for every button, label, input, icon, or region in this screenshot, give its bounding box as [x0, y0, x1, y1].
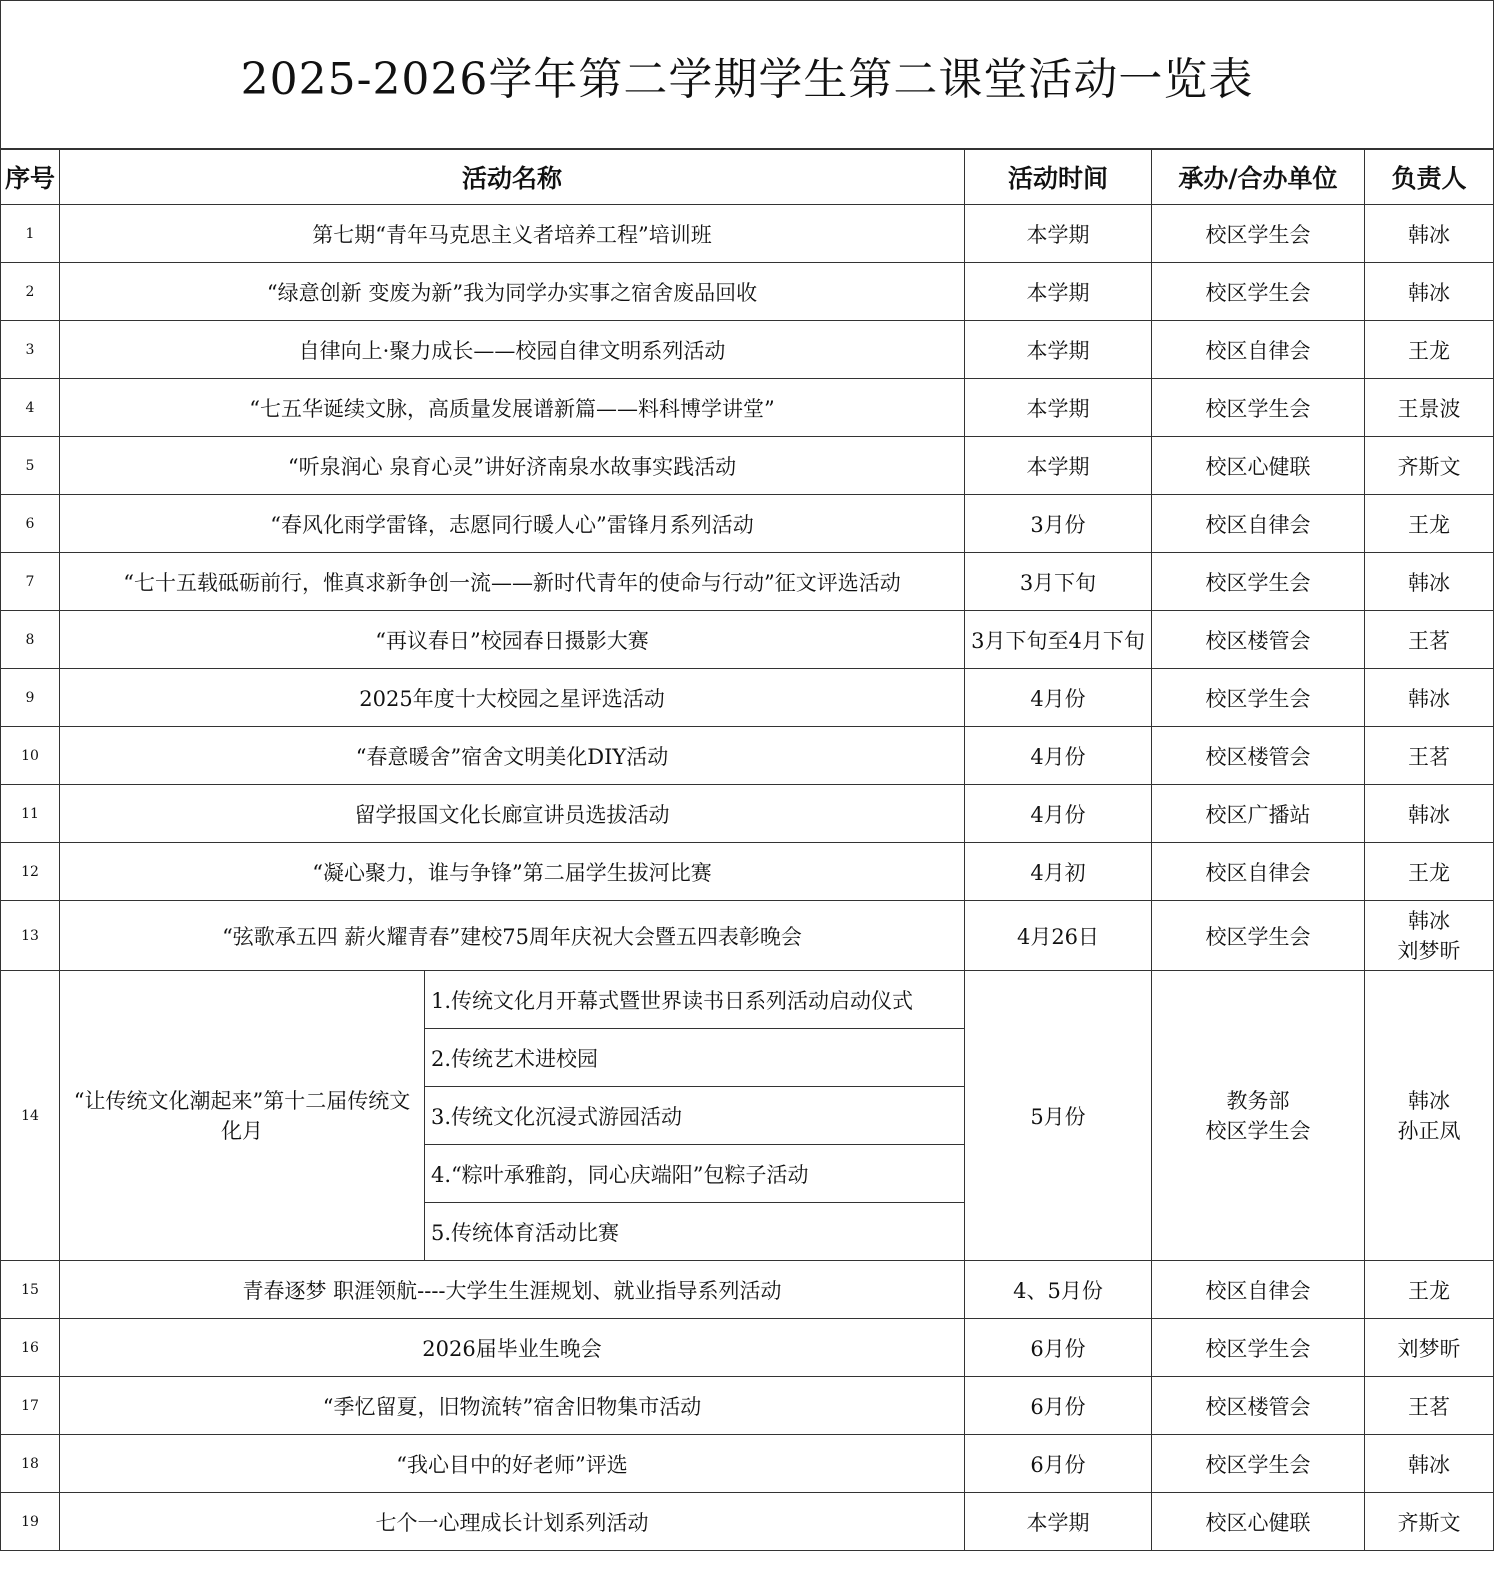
activity-org: 校区心健联: [1152, 437, 1365, 495]
table-row: [1, 263, 1494, 321]
activity-org: 校区学生会: [1152, 1319, 1365, 1377]
activity-time: 4月份: [965, 669, 1152, 727]
activity-time: 本学期: [965, 205, 1152, 263]
row-num: 13: [1, 901, 60, 971]
activity-name: “七五华诞续文脉，高质量发展谱新篇——料科博学讲堂”: [60, 379, 965, 437]
activity-time: 本学期: [965, 1493, 1152, 1551]
activity-time: 3月下旬至4月下旬: [965, 611, 1152, 669]
rows-before: [1, 205, 1494, 971]
activity-lead: 齐斯文: [1365, 1493, 1494, 1551]
activity-name: “绿意创新 变废为新”我为同学办实事之宿舍废品回收: [60, 263, 965, 321]
activity-time: 本学期: [965, 379, 1152, 437]
activity-time: 5月份: [965, 971, 1152, 1261]
table-row: [1, 901, 1494, 971]
activity-time: 4月份: [965, 727, 1152, 785]
activity-time: 本学期: [965, 263, 1152, 321]
org-line: 教务部: [1226, 1088, 1290, 1113]
row-num: 6: [1, 495, 60, 553]
activity-name: “我心目中的好老师”评选: [60, 1435, 965, 1493]
row-num: 15: [1, 1261, 60, 1319]
activity-time: 本学期: [965, 321, 1152, 379]
activity-org: 校区楼管会: [1152, 611, 1365, 669]
activity-name: “七十五载砥砺前行，惟真求新争创一流——新时代青年的使命与行动”征文评选活动: [60, 553, 965, 611]
table-row: [1, 1493, 1494, 1551]
activity-name: “再议春日”校园春日摄影大赛: [60, 611, 965, 669]
activity-name: 自律向上·聚力成长——校园自律文明系列活动: [60, 321, 965, 379]
page-title: 2025-2026学年第二学期学生第二课堂活动一览表: [1, 1, 1494, 150]
activity-org: 校区自律会: [1152, 321, 1365, 379]
table-row: [1, 843, 1494, 901]
lead-line: 韩冰: [1408, 1088, 1450, 1113]
lead-line: 韩冰: [1408, 908, 1450, 933]
activity-name: 2025年度十大校园之星评选活动: [60, 669, 965, 727]
sub-activity: 5.传统体育活动比赛: [425, 1203, 965, 1261]
activity-lead: 刘梦昕: [1365, 1319, 1494, 1377]
table-row: [1, 553, 1494, 611]
row-num: 10: [1, 727, 60, 785]
activity-time: 4月份: [965, 785, 1152, 843]
activity-name: 七个一心理成长计划系列活动: [60, 1493, 965, 1551]
activity-name: “听泉润心 泉育心灵”讲好济南泉水故事实践活动: [60, 437, 965, 495]
table-row: [1, 1261, 1494, 1319]
activity-org: 校区学生会: [1152, 553, 1365, 611]
table-row: [1, 611, 1494, 669]
activity-lead: 韩冰: [1365, 669, 1494, 727]
activity-time: 4月初: [965, 843, 1152, 901]
activity-name: “春意暖舍”宿舍文明美化DIY活动: [60, 727, 965, 785]
activity-lead: 韩冰: [1365, 785, 1494, 843]
row-num: 5: [1, 437, 60, 495]
activity-time: 本学期: [965, 437, 1152, 495]
table-row: [1, 785, 1494, 843]
activity-name: 留学报国文化长廊宣讲员选拔活动: [60, 785, 965, 843]
table-row: [1, 495, 1494, 553]
activity-time: 6月份: [965, 1377, 1152, 1435]
activity-org: 校区自律会: [1152, 1261, 1365, 1319]
activity-org: 校区楼管会: [1152, 1377, 1365, 1435]
activity-time: 4、5月份: [965, 1261, 1152, 1319]
sub-activity: 3.传统文化沉浸式游园活动: [425, 1087, 965, 1145]
row-num: 16: [1, 1319, 60, 1377]
activity-lead: 王龙: [1365, 321, 1494, 379]
row-num: 11: [1, 785, 60, 843]
row-14-group: [1, 971, 1494, 1261]
lead-line: 孙正凤: [1397, 1118, 1461, 1143]
rows-after: [1, 1261, 1494, 1551]
activity-time: 3月份: [965, 495, 1152, 553]
activity-lead: 韩冰: [1365, 553, 1494, 611]
table-row: [1, 669, 1494, 727]
header-time: 活动时间: [965, 149, 1152, 205]
row-num: 9: [1, 669, 60, 727]
row-num: 3: [1, 321, 60, 379]
activity-lead: 王龙: [1365, 495, 1494, 553]
activity-lead: 王景波: [1365, 379, 1494, 437]
activity-lead: 王茗: [1365, 1377, 1494, 1435]
activity-org: 校区学生会: [1152, 263, 1365, 321]
activity-lead: 韩冰: [1365, 1435, 1494, 1493]
table-row: [1, 1377, 1494, 1435]
activity-time: 6月份: [965, 1435, 1152, 1493]
activity-name: “春风化雨学雷锋，志愿同行暖人心”雷锋月系列活动: [60, 495, 965, 553]
table-row: [1, 205, 1494, 263]
activity-org: [1152, 971, 1365, 1261]
activity-name: 2026届毕业生晚会: [60, 1319, 965, 1377]
activity-lead: 齐斯文: [1365, 437, 1494, 495]
activity-lead: 王龙: [1365, 843, 1494, 901]
table-row: [1, 321, 1494, 379]
row-num: 4: [1, 379, 60, 437]
activity-name: “弦歌承五四 薪火耀青春”建校75周年庆祝大会暨五四表彰晚会: [60, 901, 965, 971]
table-row: [1, 437, 1494, 495]
row-num: 7: [1, 553, 60, 611]
activity-org: 校区楼管会: [1152, 727, 1365, 785]
lead-line: 刘梦昕: [1397, 938, 1461, 963]
activity-org: 校区学生会: [1152, 901, 1365, 971]
row-num: 2: [1, 263, 60, 321]
header-num: 序号: [1, 149, 60, 205]
activity-name: “让传统文化潮起来”第十二届传统文化月: [60, 971, 425, 1261]
sub-activity: 2.传统艺术进校园: [425, 1029, 965, 1087]
row-num: 19: [1, 1493, 60, 1551]
table-row: [1, 1435, 1494, 1493]
activity-lead: [1365, 971, 1494, 1261]
activity-org: 校区自律会: [1152, 495, 1365, 553]
activity-lead: 王茗: [1365, 727, 1494, 785]
activity-lead: 王茗: [1365, 611, 1494, 669]
activity-org: 校区心健联: [1152, 1493, 1365, 1551]
row-num: 17: [1, 1377, 60, 1435]
header-row: [1, 149, 1494, 205]
activity-org: 校区学生会: [1152, 379, 1365, 437]
activity-name: 青春逐梦 职涯领航----大学生生涯规划、就业指导系列活动: [60, 1261, 965, 1319]
header-lead: 负责人: [1365, 149, 1494, 205]
table-row: [1, 1319, 1494, 1377]
header-name: 活动名称: [60, 149, 965, 205]
row-num: 12: [1, 843, 60, 901]
row-num: 1: [1, 205, 60, 263]
org-line: 校区学生会: [1205, 1118, 1311, 1143]
activity-org: 校区自律会: [1152, 843, 1365, 901]
activity-org: 校区学生会: [1152, 669, 1365, 727]
sub-activity: 4.“粽叶承雅韵，同心庆端阳”包粽子活动: [425, 1145, 965, 1203]
row-num: 18: [1, 1435, 60, 1493]
activity-lead: 韩冰: [1365, 263, 1494, 321]
activity-lead: 王龙: [1365, 1261, 1494, 1319]
activity-time: 4月26日: [965, 901, 1152, 971]
activity-name: “凝心聚力，谁与争锋”第二届学生拔河比赛: [60, 843, 965, 901]
header-org: 承办/合办单位: [1152, 149, 1365, 205]
table-row: [1, 727, 1494, 785]
row-num: 8: [1, 611, 60, 669]
activity-org: 校区学生会: [1152, 205, 1365, 263]
activity-lead: [1365, 901, 1494, 971]
table-row: [1, 379, 1494, 437]
activity-org: 校区学生会: [1152, 1435, 1365, 1493]
sub-activity: 1.传统文化月开幕式暨世界读书日系列活动启动仪式: [425, 971, 965, 1029]
activity-org: 校区广播站: [1152, 785, 1365, 843]
row-num: 14: [1, 971, 60, 1261]
activity-time: 3月下旬: [965, 553, 1152, 611]
activity-time: 6月份: [965, 1319, 1152, 1377]
activity-name: 第七期“青年马克思主义者培养工程”培训班: [60, 205, 965, 263]
activity-lead: 韩冰: [1365, 205, 1494, 263]
activity-name: “季忆留夏，旧物流转”宿舍旧物集市活动: [60, 1377, 965, 1435]
